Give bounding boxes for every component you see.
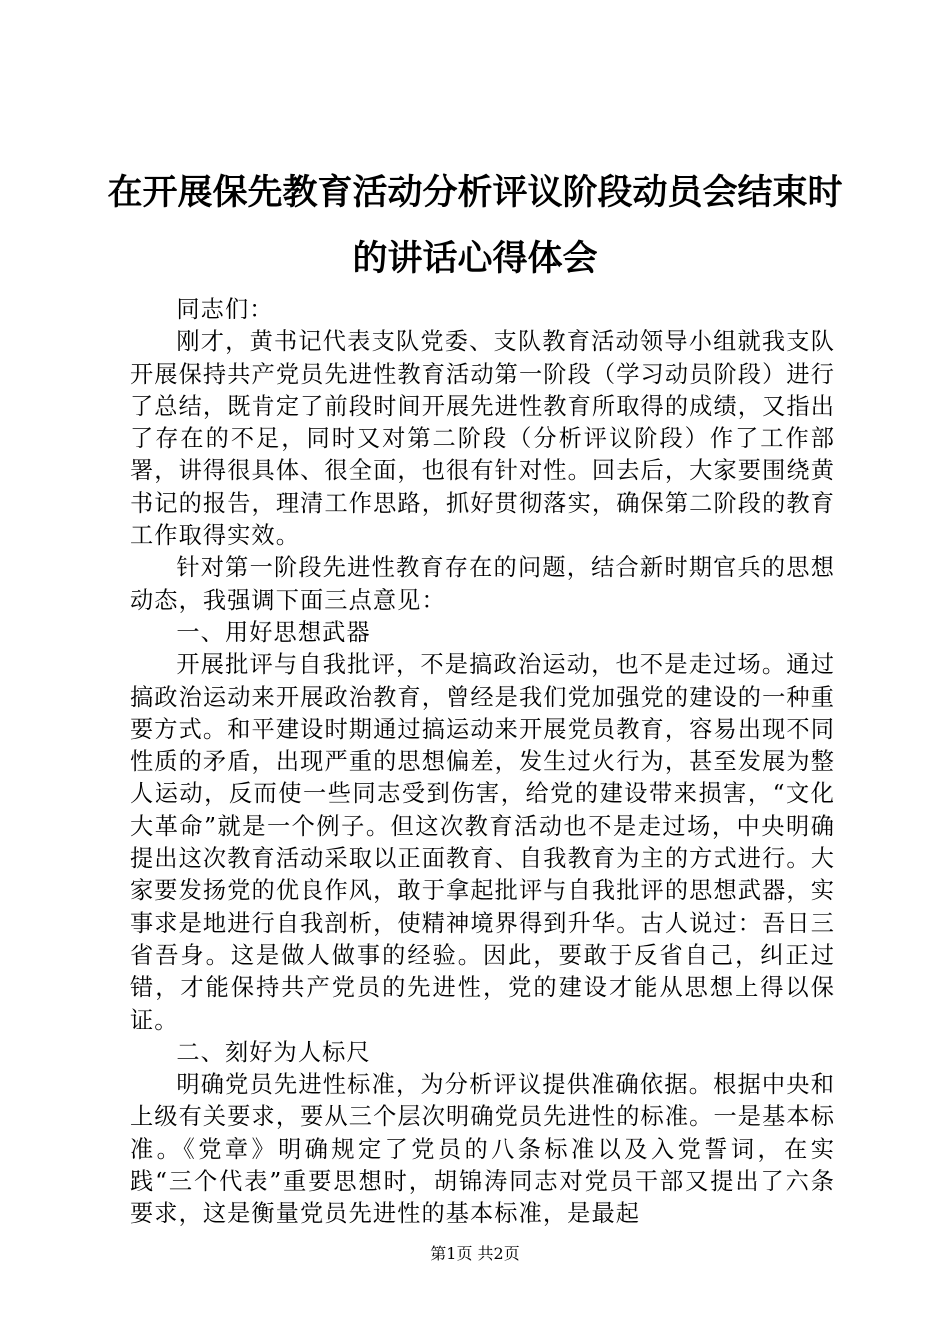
document-body bbox=[130, 294, 835, 1231]
page-footer: 第1页 共2页 bbox=[430, 1244, 520, 1263]
body-paragraph: 明确党员先进性标准，为分析评议提供准确依据。根据中央和上级有关要求，要从三个层次明确党员先进性的标准。一是基本标准。《党章》明确规定了党员的八条标准以及入党誓词，在实践“三个代表”重要思想时，胡锦涛同志对党员干部又提出了六条要求，这是衡量党员先进性的基本标准，是最起 bbox=[130, 1071, 835, 1228]
body-paragraph: 开展批评与自我批评，不是搞政治运动，也不是走过场。通过搞政治运动来开展政治教育，曾经是我们党加强党的建设的一种重要方式。和平建设时期通过搞运动来开展党员教育，容易出现不同性质的矛盾，出现严重的思想偏差，发生过火行为，甚至发展为整人运动，反而使一些同志受到伤害，给党的建设带来损害，“文化大革命”就是一个例子。但这次教育活动也不是走过场，中央明确提出这次教育活动采取以正面教育、自我教育为主的方式进行。大家要发扬党的优良作风，敢于拿起批评与自我批评的思想武器，实事求是地进行自我剖析，使精神境界得到升华。古人说过：吾日三省吾身。这是做人做事的经验。因此，要敢于反省自己，纠正过错，才能保持共产党员的先进性，党的建设才能从思想上得以保证。 bbox=[130, 651, 835, 1034]
salutation-paragraph: 同志们： bbox=[176, 296, 274, 323]
section-heading-2: 二、刻好为人标尺 bbox=[176, 1038, 371, 1066]
body-paragraph: 刚才，黄书记代表支队党委、支队教育活动领导小组就我支队开展保持共产党员先进性教育活动第一阶段（学习动员阶段）进行了总结，既肯定了前段时间开展先进性教育所取得的成绩，又指出了存在的不足，同时又对第二阶段（分析评议阶段）作了工作部署，讲得很具体、很全面，也很有针对性。回去后，大家要围绕黄书记的报告，理清工作思路，抓好贯彻落实，确保第二阶段的教育工作取得实效。 bbox=[130, 328, 835, 550]
body-paragraph: 针对第一阶段先进性教育存在的问题，结合新时期官兵的思想动态，我强调下面三点意见： bbox=[130, 554, 835, 614]
section-heading-1: 一、用好思想武器 bbox=[176, 618, 371, 646]
document-title: 在开展保先教育活动分析评议阶段动员会结束时的讲话心得体会 bbox=[107, 172, 843, 279]
